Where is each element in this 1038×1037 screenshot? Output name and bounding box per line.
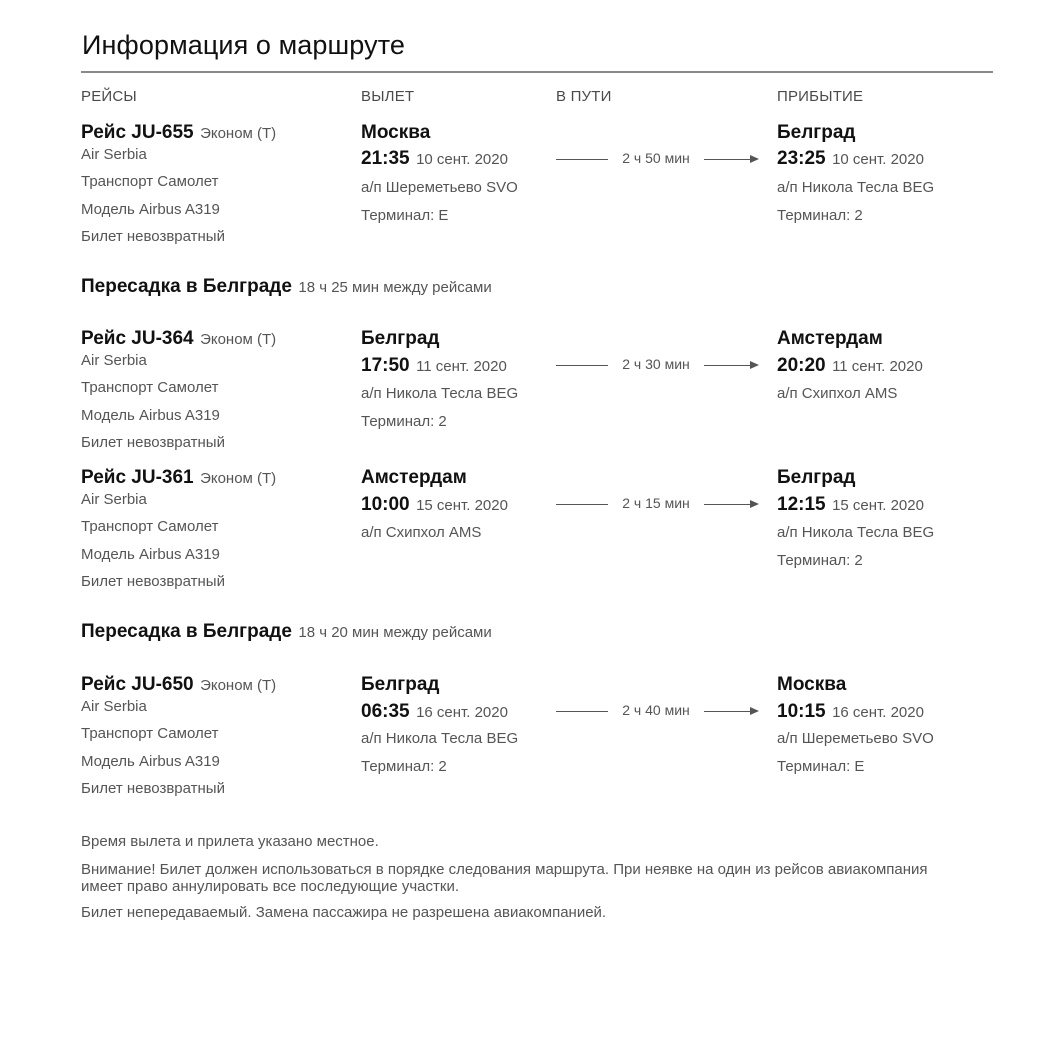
note-route-order: Внимание! Билет должен использоваться в порядке следования маршрута. При неявке на один из рейсов авиакомпания имеет право аннулировать все последующие участки. xyxy=(81,861,928,895)
duration-line-left xyxy=(556,711,608,712)
transport-type: Транспорт Самолет xyxy=(81,173,219,190)
airline: Air Serbia xyxy=(81,698,147,715)
flight-title xyxy=(81,674,276,696)
flight-title xyxy=(81,122,276,144)
flight-number: Рейс JU-650 xyxy=(81,674,194,695)
departure-datetime xyxy=(361,701,508,723)
duration-text: 2 ч 50 мин xyxy=(622,150,690,166)
transfer-info xyxy=(81,621,492,643)
flight-number: Рейс JU-361 xyxy=(81,467,194,488)
departure-time: 17:50 xyxy=(361,355,410,376)
departure-airport: а/п Никола Тесла BEG xyxy=(361,385,519,402)
departure-terminal: Терминал: 2 xyxy=(361,758,447,775)
flight-duration xyxy=(556,702,760,720)
arrival-date: 15 сент. 2020 xyxy=(832,497,924,514)
ticket-type: Билет невозвратный xyxy=(81,228,225,245)
arrival-city: Амстердам xyxy=(777,328,883,349)
duration-line-right xyxy=(704,711,752,712)
airline: Air Serbia xyxy=(81,491,147,508)
ticket-type: Билет невозвратный xyxy=(81,573,225,590)
departure-city: Амстердам xyxy=(361,467,467,488)
arrival-terminal: Терминал: E xyxy=(777,758,865,775)
header-in-transit: В ПУТИ xyxy=(556,88,612,105)
fare-class: Эконом (T) xyxy=(200,470,277,487)
arrival-airport: а/п Шереметьево SVO xyxy=(777,730,934,747)
departure-datetime xyxy=(361,148,508,170)
aircraft-model: Модель Airbus A319 xyxy=(81,407,220,424)
arrival-date: 10 сент. 2020 xyxy=(832,151,924,168)
title-divider xyxy=(81,71,993,73)
transport-type: Транспорт Самолет xyxy=(81,518,219,535)
arrival-airport: а/п Схипхол AMS xyxy=(777,385,898,402)
arrival-time: 23:25 xyxy=(777,148,826,169)
arrow-right-icon xyxy=(750,500,759,508)
flight-title xyxy=(81,467,276,489)
note-non-transferable: Билет непередаваемый. Замена пассажира не разрешена авиакомпанией. xyxy=(81,904,607,921)
arrival-time: 10:15 xyxy=(777,701,826,722)
arrival-city: Белград xyxy=(777,122,856,143)
duration-line-right xyxy=(704,365,752,366)
departure-airport: а/п Шереметьево SVO xyxy=(361,179,518,196)
aircraft-model: Модель Airbus A319 xyxy=(81,753,220,770)
transfer-label: Пересадка в Белграде xyxy=(81,276,292,297)
transfer-duration: 18 ч 20 мин между рейсами xyxy=(298,624,492,641)
duration-line-left xyxy=(556,159,608,160)
transfer-label: Пересадка в Белграде xyxy=(81,621,292,642)
flight-title xyxy=(81,328,276,350)
departure-datetime xyxy=(361,355,507,377)
duration-line-left xyxy=(556,365,608,366)
duration-text: 2 ч 40 мин xyxy=(622,702,690,718)
departure-date: 16 сент. 2020 xyxy=(416,704,508,721)
departure-airport: а/п Схипхол AMS xyxy=(361,524,482,541)
flight-duration xyxy=(556,495,760,513)
arrow-right-icon xyxy=(750,707,759,715)
transport-type: Транспорт Самолет xyxy=(81,725,219,742)
fare-class: Эконом (T) xyxy=(200,677,277,694)
arrival-datetime xyxy=(777,701,924,723)
arrival-datetime xyxy=(777,355,923,377)
flight-number: Рейс JU-655 xyxy=(81,122,194,143)
departure-city: Москва xyxy=(361,122,431,143)
arrival-time: 20:20 xyxy=(777,355,826,376)
departure-terminal: Терминал: E xyxy=(361,207,449,224)
departure-date: 15 сент. 2020 xyxy=(416,497,508,514)
arrival-datetime xyxy=(777,494,924,516)
arrival-airport: а/п Никола Тесла BEG xyxy=(777,524,935,541)
arrival-terminal: Терминал: 2 xyxy=(777,552,863,569)
departure-terminal: Терминал: 2 xyxy=(361,413,447,430)
flight-duration xyxy=(556,150,760,168)
departure-time: 21:35 xyxy=(361,148,410,169)
arrival-time: 12:15 xyxy=(777,494,826,515)
departure-airport: а/п Никола Тесла BEG xyxy=(361,730,519,747)
arrival-date: 11 сент. 2020 xyxy=(832,358,923,375)
duration-text: 2 ч 30 мин xyxy=(622,356,690,372)
ticket-type: Билет невозвратный xyxy=(81,434,225,451)
departure-city: Белград xyxy=(361,328,440,349)
duration-line-right xyxy=(704,504,752,505)
flight-duration xyxy=(556,356,760,374)
header-departure: ВЫЛЕТ xyxy=(361,88,415,105)
departure-city: Белград xyxy=(361,674,440,695)
note-local-time: Время вылета и прилета указано местное. xyxy=(81,833,379,850)
arrow-right-icon xyxy=(750,155,759,163)
page-title: Информация о маршруте xyxy=(82,30,405,60)
departure-date: 10 сент. 2020 xyxy=(416,151,508,168)
transfer-info xyxy=(81,276,492,298)
aircraft-model: Модель Airbus A319 xyxy=(81,546,220,563)
departure-time: 10:00 xyxy=(361,494,410,515)
flight-number: Рейс JU-364 xyxy=(81,328,194,349)
arrival-city: Белград xyxy=(777,467,856,488)
arrow-right-icon xyxy=(750,361,759,369)
airline: Air Serbia xyxy=(81,146,147,163)
departure-time: 06:35 xyxy=(361,701,410,722)
duration-line-left xyxy=(556,504,608,505)
arrival-terminal: Терминал: 2 xyxy=(777,207,863,224)
arrival-date: 16 сент. 2020 xyxy=(832,704,924,721)
transport-type: Транспорт Самолет xyxy=(81,379,219,396)
departure-datetime xyxy=(361,494,508,516)
arrival-datetime xyxy=(777,148,924,170)
transfer-duration: 18 ч 25 мин между рейсами xyxy=(298,279,492,296)
arrival-city: Москва xyxy=(777,674,847,695)
arrival-airport: а/п Никола Тесла BEG xyxy=(777,179,935,196)
ticket-type: Билет невозвратный xyxy=(81,780,225,797)
fare-class: Эконом (T) xyxy=(200,125,277,142)
aircraft-model: Модель Airbus A319 xyxy=(81,201,220,218)
fare-class: Эконом (T) xyxy=(200,331,277,348)
duration-line-right xyxy=(704,159,752,160)
header-flights: РЕЙСЫ xyxy=(81,88,137,105)
airline: Air Serbia xyxy=(81,352,147,369)
duration-text: 2 ч 15 мин xyxy=(622,495,690,511)
departure-date: 11 сент. 2020 xyxy=(416,358,507,375)
header-arrival: ПРИБЫТИЕ xyxy=(777,88,864,105)
